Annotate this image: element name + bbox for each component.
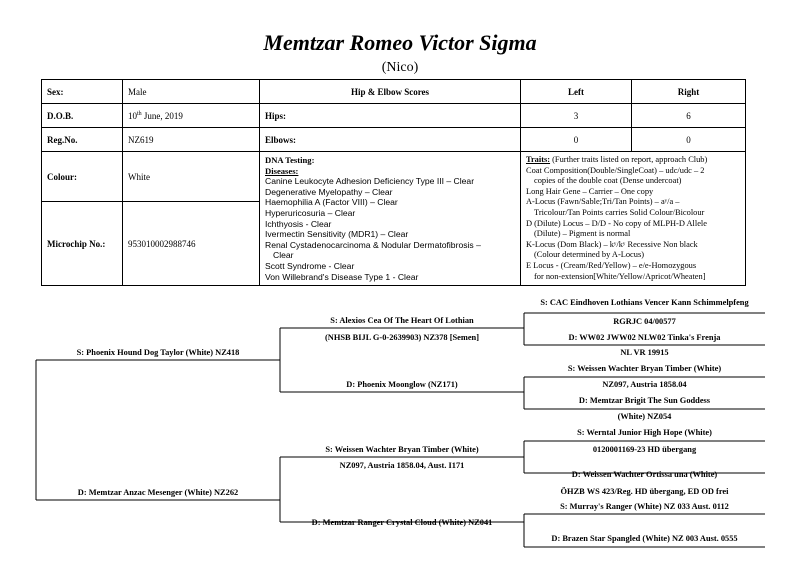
- sire-sire-sire-reg: RGRJC 04/00577: [613, 317, 676, 326]
- microchip-label: Microchip No.:: [42, 202, 123, 286]
- left-header: Left: [521, 80, 632, 104]
- hips-right: 6: [632, 104, 746, 128]
- page-title: Memtzar Romeo Victor Sigma: [263, 30, 537, 55]
- dob-label: D.O.B.: [42, 104, 123, 128]
- sex-value: Male: [123, 80, 260, 104]
- dna-item: Scott Syndrome - Clear: [265, 260, 355, 271]
- right-header: Right: [632, 80, 746, 104]
- sire-dam-sire-reg: NZ097, Austria 1858.04: [602, 380, 687, 389]
- dna-item: Von Willebrand's Disease Type 1 - Clear: [265, 271, 419, 282]
- sire-dam-dam-reg: (White) NZ054: [617, 412, 672, 421]
- sire-dam-sire: S: Weissen Wachter Bryan Timber (White): [567, 364, 722, 373]
- dam-sire: S: Weissen Wachter Bryan Timber (White): [325, 445, 479, 454]
- sire-sire-sire: S: CAC Eindhoven Lothians Vencer Kann Schimmelpfeng: [540, 298, 749, 307]
- dna-item: Ivermectin Sensitivity (MDR1) – Clear: [265, 229, 409, 240]
- dam-sire-dam-reg: ÖHZB WS 423/Reg. HD übergang, ED OD frei: [560, 487, 729, 496]
- dam-sire-reg: NZ097, Austria 1858.04, Aust. I171: [339, 461, 465, 470]
- sire-dam: D: Phoenix Moonglow (NZ171): [346, 380, 458, 389]
- trait-line: Coat Composition(Double/SingleCoat) – udc/udc – 2: [526, 165, 705, 175]
- trait-line: (Colour determined by A-Locus): [534, 250, 645, 260]
- reg-value: NZ619: [123, 128, 260, 152]
- dam-sire-sire-reg: 0120001169-23 HD übergang: [592, 445, 697, 454]
- hips-label: Hips:: [260, 104, 521, 128]
- dam-dam-dam: D: Brazen Star Spangled (White) NZ 003 Aust. 0555: [551, 534, 738, 543]
- dna-item: Ichthyosis - Clear: [265, 218, 332, 229]
- dob-day: 10: [128, 110, 137, 121]
- dam-sire-dam: D: Weissen Wachter Ortissa una (White): [571, 470, 718, 479]
- traits-intro: (Further traits listed on report, approach Club): [550, 155, 708, 164]
- sire-sire: S: Alexios Cea Of The Heart Of Lothian: [330, 316, 474, 325]
- sire-sire-dam-reg: NL VR 19915: [620, 348, 669, 357]
- dam: D: Memtzar Anzac Mesenger (White) NZ262: [77, 488, 239, 497]
- dob-suffix: th: [137, 110, 142, 117]
- dna-item: Canine Leukocyte Adhesion Deficiency Type III – Clear: [265, 176, 475, 187]
- hips-left: 3: [521, 104, 632, 128]
- sire: S: Phoenix Hound Dog Taylor (White) NZ418: [76, 348, 240, 357]
- sire-dam-dam: D: Memtzar Brigit The Sun Goddess: [578, 396, 711, 405]
- dam-dam: D: Memtzar Ranger Crystal Cloud (White) NZ041: [311, 518, 493, 527]
- microchip-value: 953010002988746: [123, 202, 260, 286]
- dna-item: Hyperuricosuria – Clear: [265, 207, 356, 218]
- colour-value: White: [123, 152, 260, 202]
- diseases-label: Diseases:: [265, 165, 299, 176]
- elbows-label: Elbows:: [260, 128, 521, 152]
- hip-elbow-header: Hip & Elbow Scores: [260, 80, 521, 104]
- trait-line: D (Dilute) Locus – D/D - No copy of MLPH-D Allele: [526, 218, 707, 228]
- sire-sire-reg: (NHSB BIJL G-0-2639903) NZ378 [Semen]: [324, 333, 479, 342]
- trait-line: Tricolour/Tan Points carries Solid Colour/Bicolour: [534, 207, 705, 217]
- trait-line: K-Locus (Dom Black) – kʸ/kʸ Recessive Non black: [526, 239, 698, 249]
- dob-rest: June, 2019: [141, 110, 183, 121]
- sex-label: Sex:: [42, 80, 123, 104]
- colour-label: Colour:: [42, 152, 123, 202]
- dna-item: Clear: [273, 250, 294, 261]
- trait-line: for non-extension[White/Yellow/Apricot/Wheaten]: [534, 271, 706, 281]
- dam-sire-sire: S: Werntal Junior High Hope (White): [577, 428, 712, 437]
- dna-item: Renal Cystadenocarcinoma & Nodular Dermatofibrosis –: [265, 239, 481, 250]
- trait-line: A-Locus (Fawn/Sable;Tri/Tan Points) – aʸ/a –: [526, 197, 680, 207]
- dna-item: Degenerative Myelopathy – Clear: [265, 186, 393, 197]
- trait-line: Long Hair Gene – Carrier – One copy: [526, 186, 654, 196]
- dna-item: Haemophilia A (Factor VIII) – Clear: [265, 197, 398, 208]
- elbows-left: 0: [521, 128, 632, 152]
- dna-heading: DNA Testing:: [265, 155, 315, 165]
- trait-line: (Dilute) – Pigment is normal: [534, 229, 631, 239]
- trait-line: copies of the double coat (Dense undercoat): [534, 176, 682, 186]
- trait-line: E Locus - (Cream/Red/Yellow) – e/e-Homozygous: [526, 260, 697, 270]
- traits-label: Traits:: [526, 155, 551, 164]
- dam-dam-sire: S: Murray's Ranger (White) NZ 033 Aust. 0112: [560, 502, 729, 511]
- reg-label: Reg.No.: [42, 128, 123, 152]
- sire-sire-dam: D: WW02 JWW02 NLW02 Tinka's Frenja: [568, 333, 721, 342]
- nickname: (Nico): [381, 60, 419, 75]
- elbows-right: 0: [632, 128, 746, 152]
